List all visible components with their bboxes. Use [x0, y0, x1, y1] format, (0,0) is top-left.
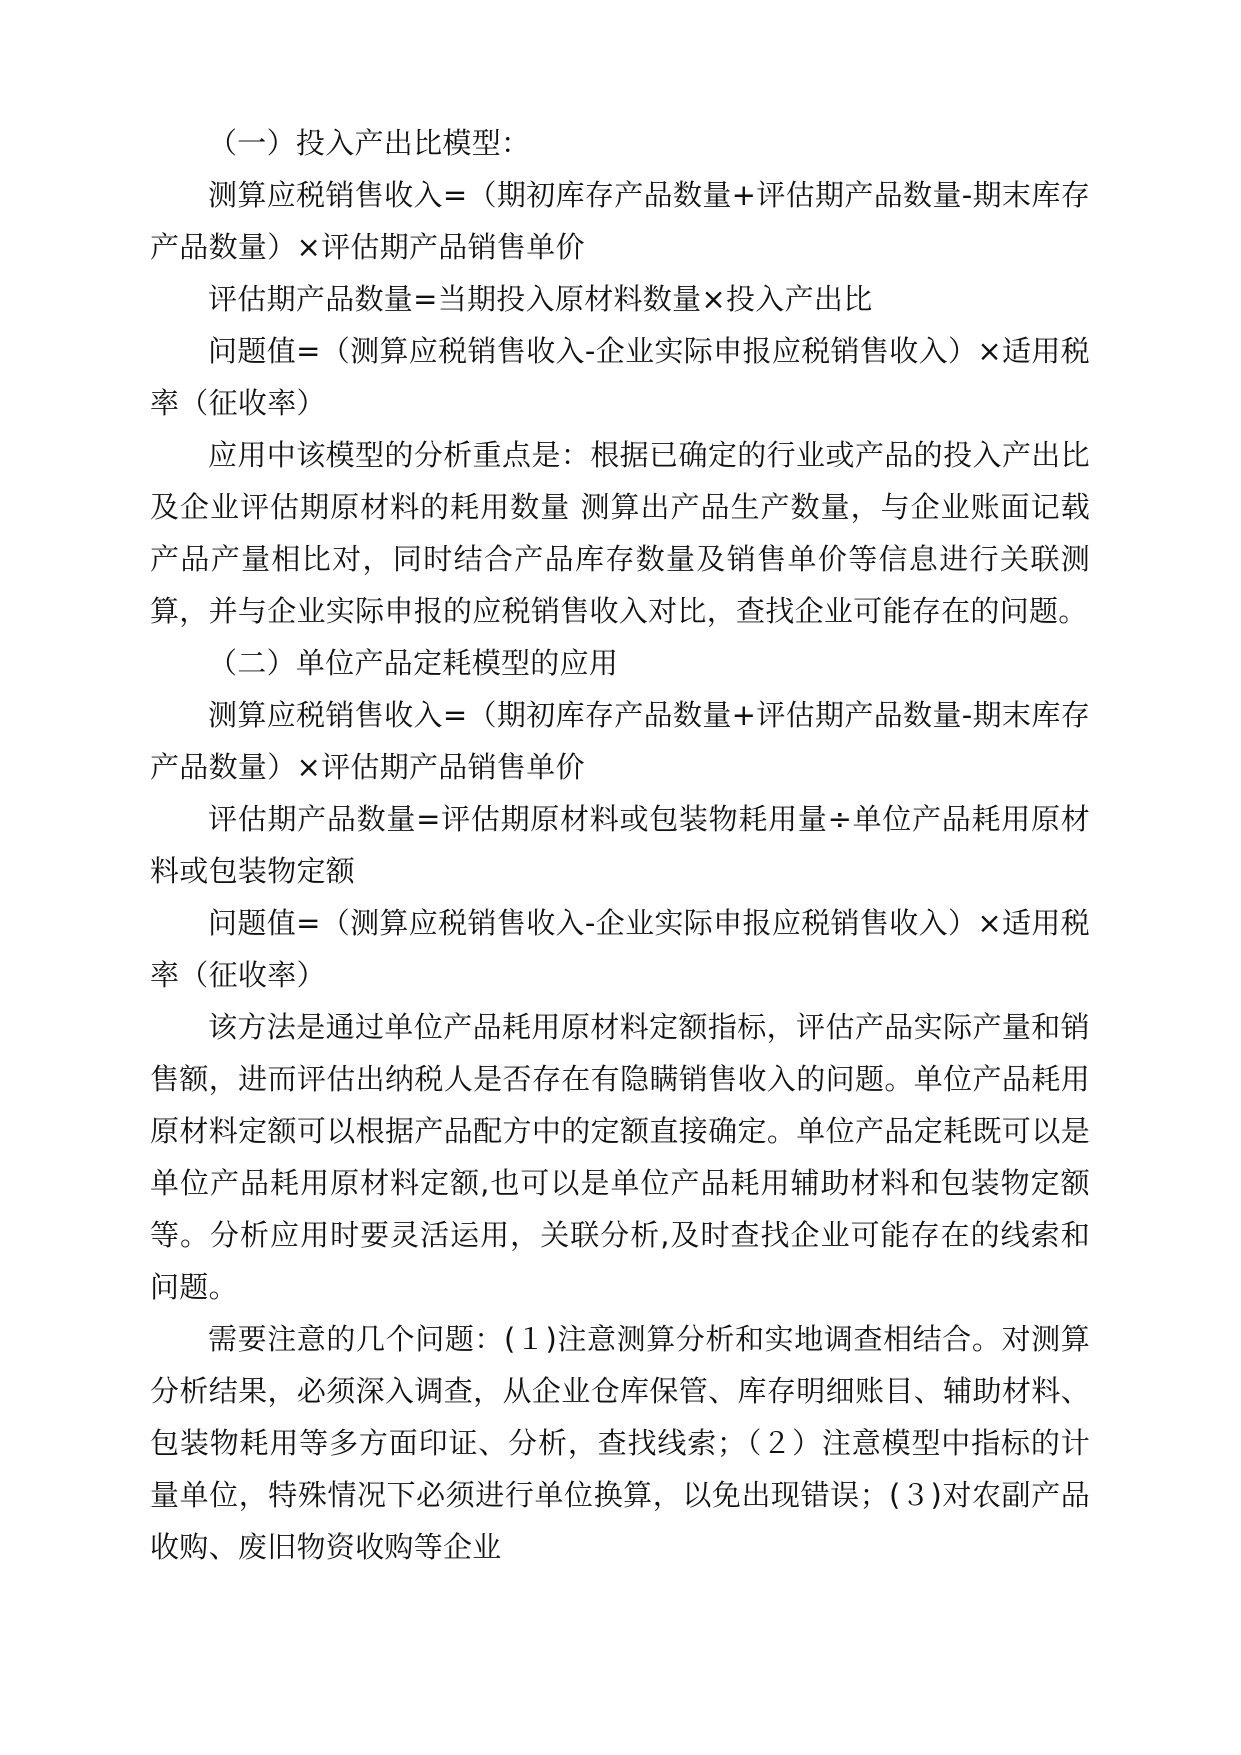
analysis-paragraph-1: 应用中该模型的分析重点是：根据已确定的行业或产品的投入产出比及企业评估期原材料的耗用数量 测算出产品生产数量，与企业账面记载产品产量相比对，同时结合产品库存数量及销售单价等信息进行关联测算，并与企业实际申报的应税销售收入对比，查找企业可能存在的问题。 [150, 438, 1090, 628]
notes-paragraph: 需要注意的几个问题：(１)注意测算分析和实地调查相结合。对测算分析结果，必须深入调查，从企业仓库保管、库存明细账目、辅助材料、包装物耗用等多方面印证、分析，查找线索；（２）注意模型中指标的计量单位，特殊情况下必须进行单位换算，以免出现错误；(３)对农副产品收购、废旧物资收购等企业 [150, 1322, 1090, 1564]
formula-taxable-sales-revenue-1: 测算应税销售收入=（期初库存产品数量+评估期产品数量-期末库存产品数量）×评估期产品销售单价 [150, 178, 1090, 264]
analysis-paragraph-2: 该方法是通过单位产品耗用原材料定额指标，评估产品实际产量和销售额，进而评估出纳税人是否存在有隐瞒销售收入的问题。单位产品耗用原材料定额可以根据产品配方中的定额直接确定。单位产品定耗既可以是单位产品耗用原材料定额,也可以是单位产品耗用辅助材料和包装物定额等。分析应用时要灵活运用，关联分析,及时查找企业可能存在的线索和问题。 [150, 1010, 1090, 1304]
section-heading-unit-consumption-model: （二）单位产品定耗模型的应用 [208, 646, 619, 680]
formula-taxable-sales-revenue-2: 测算应税销售收入=（期初库存产品数量+评估期产品数量-期末库存产品数量）×评估期产品销售单价 [150, 698, 1090, 784]
formula-product-quantity-1: 评估期产品数量=当期投入原材料数量×投入产出比 [208, 282, 873, 316]
formula-product-quantity-2: 评估期产品数量=评估期原材料或包装物耗用量÷单位产品耗用原材料或包装物定额 [150, 802, 1090, 888]
document-body [150, 117, 1090, 1573]
section-heading-input-output-model: （一）投入产出比模型： [208, 126, 531, 160]
formula-problem-value-1: 问题值=（测算应税销售收入-企业实际申报应税销售收入）×适用税率（征收率） [150, 334, 1090, 420]
formula-problem-value-2: 问题值=（测算应税销售收入-企业实际申报应税销售收入）×适用税率（征收率） [150, 906, 1090, 992]
